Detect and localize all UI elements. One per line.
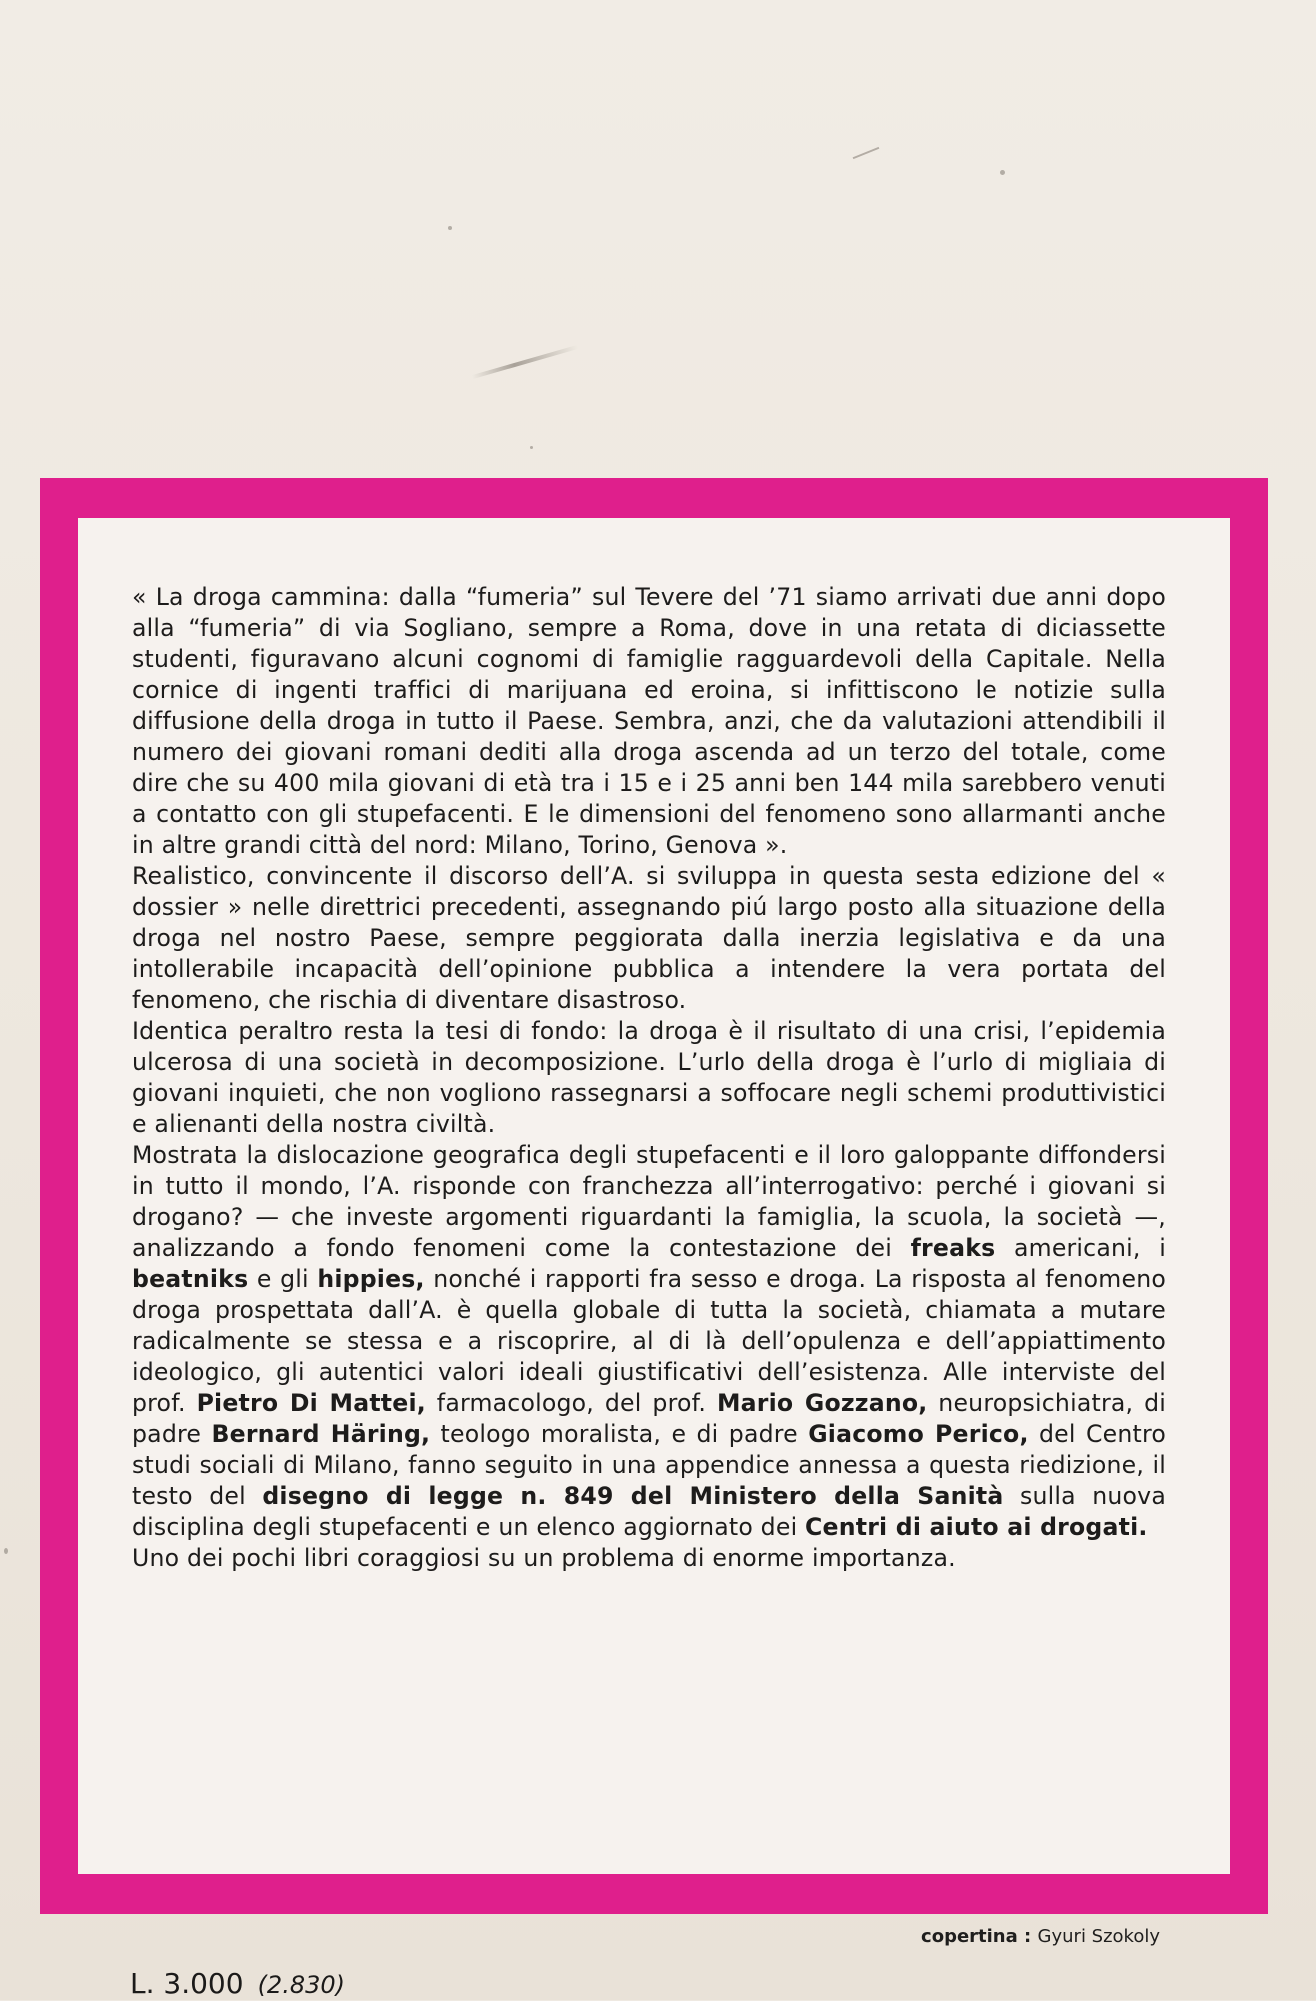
frame-tick	[40, 1120, 56, 1122]
text-run: « La droga cammina: dalla “fumeria” sul Tevere del ’71 siamo arrivati due anni dopo alla “fumeria” di via Sogliano, sempre a Roma, dove in una retata di diciassette studenti, figuravano alcuni cognomi di famiglie ragguardevoli della Capitale. Nella cornice di ingenti traffici di marijuana ed eroina, si infittiscono le notizie sulla diffusione della droga in tutto il Paese. Sembra, anzi, che da valutazioni attendibili il numero dei giovani romani dediti alla droga ascenda ad un terzo del totale, come dire che su 400 mila giovani di età tra i 15 e i 25 anni ben 144 mila sarebbero venuti a contatto con gli stupefacenti. E le dimensioni del fenomeno sono allarmanti anche in altre grandi città del nord: Milano, Torino, Genova ».	[132, 583, 1166, 859]
blurb-paragraph	[132, 861, 1166, 1016]
text-run: americani, i	[995, 1234, 1166, 1262]
price-main: L. 3.000	[130, 1967, 244, 2000]
text-run: sulla nuova disciplina degli stupefacenti e un elenco aggiornato dei	[132, 1482, 1166, 1541]
bold-run: disegno di legge n. 849 del Ministero della Sanità	[262, 1482, 1004, 1510]
bold-run: Mario Gozzano,	[716, 1389, 928, 1417]
blurb-paragraph	[132, 1140, 1166, 1543]
paper-speck	[448, 226, 452, 230]
bold-run: beatniks	[132, 1265, 249, 1293]
bold-run: Giacomo Perico,	[808, 1420, 1029, 1448]
text-run: teologo moralista, e di padre	[430, 1420, 809, 1448]
text-run: Uno dei pochi libri coraggiosi su un problema di enorme importanza.	[132, 1544, 956, 1572]
text-run: neuropsichiatra, di padre	[132, 1389, 1167, 1448]
price	[130, 1968, 345, 2001]
blurb-paragraph	[132, 582, 1166, 861]
frame-tick	[40, 1000, 56, 1002]
text-run: Mostrata la dislocazione geografica degli stupefacenti e il loro galoppante diffondersi in tutto il mondo, l’A. risponde con franchezza all’interrogativo: perché i giovani si drogano? — che investe argomenti riguardanti la famiglia, la scuola, la società —, analizzando a fondo fenomeni come la contestazione dei	[132, 1141, 1166, 1262]
bold-run: hippies,	[317, 1265, 425, 1293]
cover-credit	[921, 1926, 1160, 1947]
bold-run: Centri di aiuto ai drogati.	[805, 1513, 1148, 1541]
price-secondary: (2.830)	[257, 1971, 345, 1999]
text-run: e gli	[248, 1265, 318, 1293]
credit-name: Gyuri Szokoly	[1037, 1926, 1160, 1947]
bold-run: Bernard Häring,	[211, 1420, 431, 1448]
paper-speck	[1000, 170, 1005, 175]
text-run: nonché i rapporti fra sesso e droga. La risposta al fenomeno droga prospettata dall’A. è quella globale di tutta la società, chiamata a mutare radicalmente se stessa e a riscoprire, al di là dell’opulenza e dell’appiattimento ideologico, gli autentici valori ideali giustificativi dell’esistenza. Alle interviste del prof.	[132, 1265, 1166, 1417]
blurb-text	[132, 582, 1166, 1574]
blurb-paragraph	[132, 1016, 1166, 1140]
credit-label: copertina :	[921, 1926, 1032, 1947]
bold-run: freaks	[910, 1234, 996, 1262]
frame-tick	[40, 880, 56, 882]
blurb-paragraph	[132, 1543, 1166, 1574]
bold-run: Pietro Di Mattei,	[196, 1389, 426, 1417]
frame-tick	[40, 930, 56, 932]
paper-speck	[530, 446, 533, 449]
text-run: del Centro studi sociali di Milano, fanno seguito in una appendice annessa a questa riedizione, il testo del	[132, 1420, 1166, 1510]
text-run: farmacologo, del prof.	[425, 1389, 717, 1417]
paper-speck	[4, 1548, 8, 1554]
text-run: Realistico, convincente il discorso dell’A. si sviluppa in questa sesta edizione del « dossier » nelle direttrici precedenti, assegnando piú largo posto alla situazione della droga nel nostro Paese, sempre peggiorata dalla inerzia legislativa e da una intollerabile incapacità dell’opinione pubblica a intendere la vera portata del fenomeno, che rischia di diventare disastroso.	[132, 862, 1166, 1014]
text-run: Identica peraltro resta la tesi di fondo: la droga è il risultato di una crisi, l’epidemia ulcerosa di una società in decomposizione. L’urlo della droga è l’urlo di migliaia di giovani inquieti, che non vogliono rassegnarsi a soffocare negli schemi produttivistici e alienanti della nostra civiltà.	[132, 1017, 1166, 1138]
